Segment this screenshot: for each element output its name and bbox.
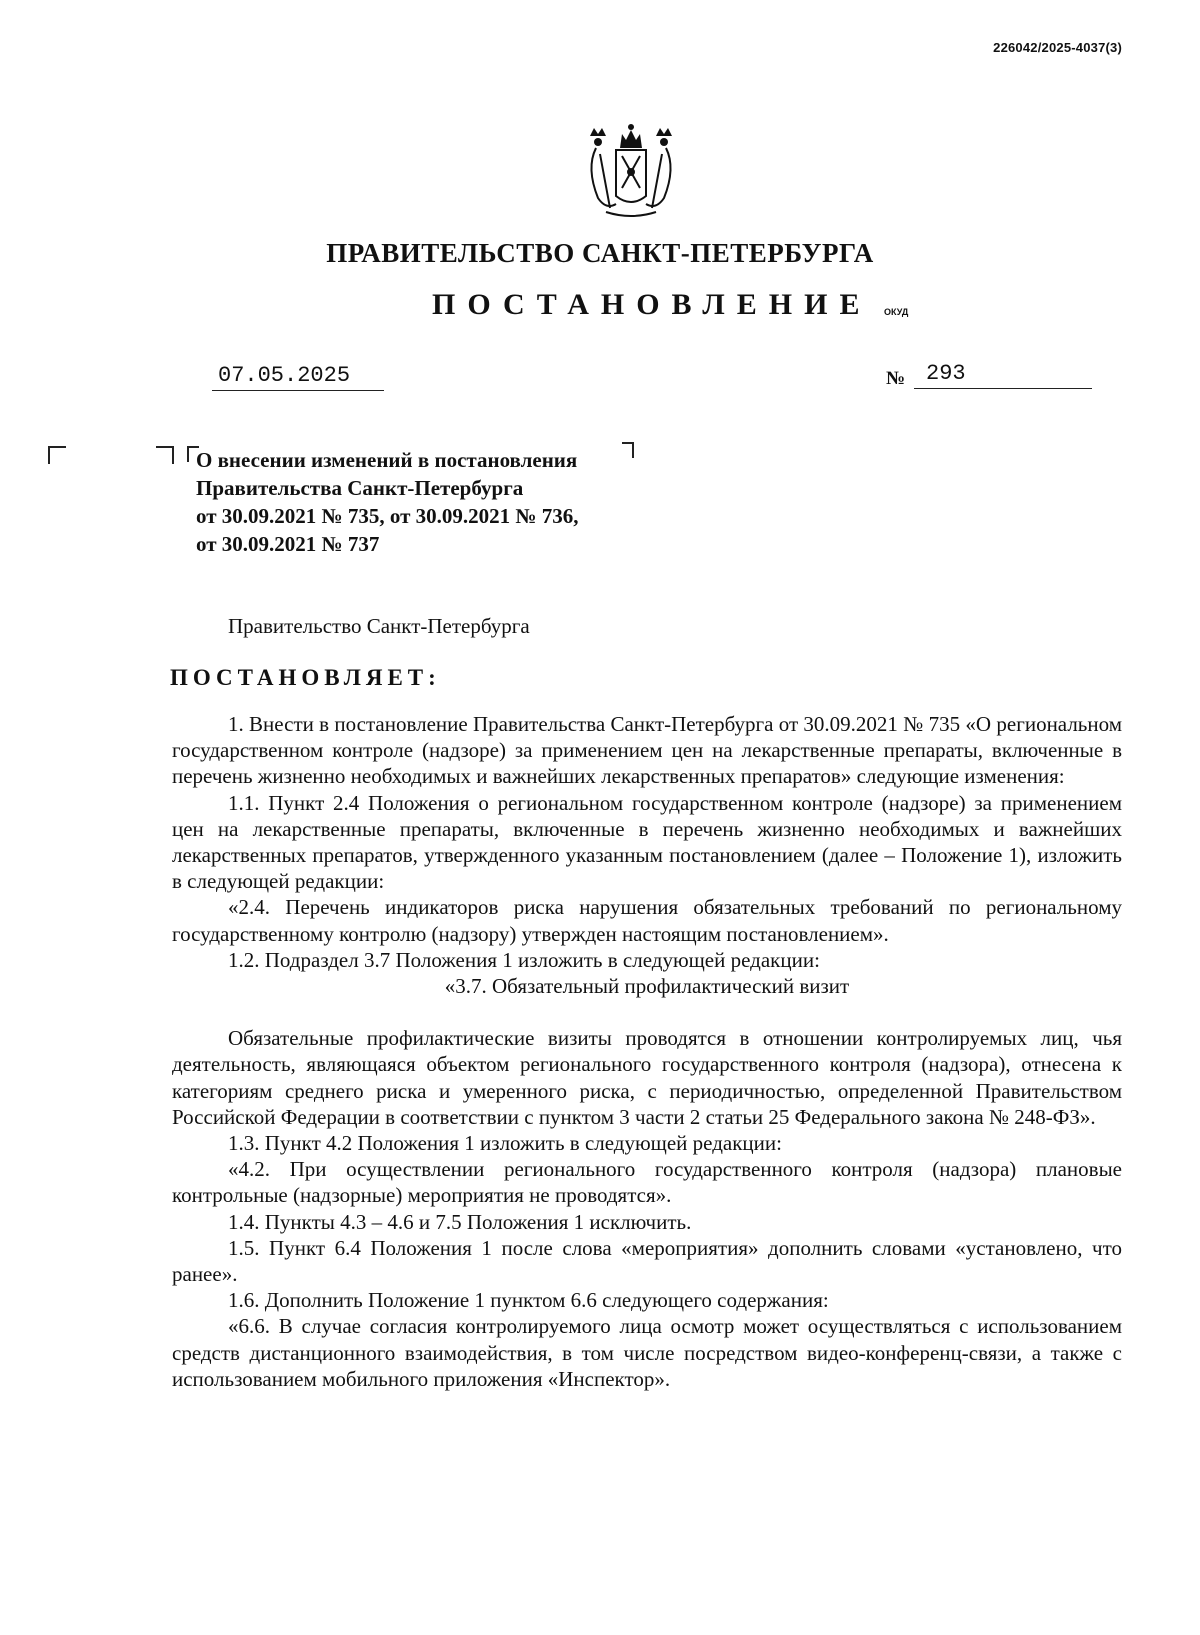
decree-number: 293 <box>914 360 1092 389</box>
paragraph: «6.6. В случае согласия контролируемого лица осмотр может осуществляться с использованием средств дистанционного взаимодействия, в том числе посредством видео-конференц-связи, а также с использованием мобильного приложения «Инспектор». <box>172 1314 1122 1391</box>
government-title: ПРАВИТЕЛЬСТВО САНКТ-ПЕТЕРБУРГА <box>326 238 874 268</box>
subject-corner-mark <box>622 442 634 458</box>
paragraph: 1.6. Дополнить Положение 1 пунктом 6.6 следующего содержания: <box>228 1288 829 1313</box>
paragraph: 1.3. Пункт 4.2 Положения 1 изложить в следующей редакции: <box>228 1131 782 1156</box>
decree-body <box>172 711 1122 1392</box>
okud-label: ОКУД <box>884 307 909 317</box>
issuer-name: Правительство Санкт-Петербурга <box>228 614 530 638</box>
decree-title: ПОСТАНОВЛЕНИЕ <box>432 288 872 321</box>
subject-line: от 30.09.2021 № 737 <box>196 532 380 556</box>
paragraph: 1.4. Пункты 4.3 – 4.6 и 7.5 Положения 1 исключить. <box>228 1209 692 1234</box>
paragraph: 1.5. Пункт 6.4 Положения 1 после слова «мероприятия» дополнить словами «установлено, что ранее». <box>172 1235 1122 1287</box>
paragraph: 1.1. Пункт 2.4 Положения о региональном государственном контроле (надзоре) за применением цен на лекарственные препараты, включенные в перечень жизненно необходимых и важнейших лекарственных препаратов, утвержденного указанным постановлением (далее – Положение 1), изложить в следующей редакции: <box>172 790 1122 894</box>
paragraph: 1.2. Подраздел 3.7 Положения 1 изложить в следующей редакции: <box>228 947 820 972</box>
margin-corner-mark <box>156 446 174 464</box>
number-sign: № <box>886 368 906 389</box>
decree-subject <box>196 446 579 558</box>
subject-line: О внесении изменений в постановления <box>196 448 578 472</box>
decree-date: 07.05.2025 <box>212 362 384 391</box>
paragraph: «2.4. Перечень индикаторов риска нарушения обязательных требований по региональному государственному контролю (надзору) утвержден настоящим постановлением». <box>172 895 1122 946</box>
subsection-heading: «3.7. Обязательный профилактический визит <box>444 974 850 999</box>
resolves-heading: ПОСТАНОВЛЯЕТ: <box>170 665 441 690</box>
paragraph: Обязательные профилактические визиты проводятся в отношении контролируемых лиц, чья деятельность, являющаяся объектом регионального государственного контроля (надзора), отнесена к категориям среднего риска и умеренного риска, с периодичностью, определенной Правительством Российской Федерации в соответствии с пунктом 3 части 2 статьи 25 Федерального закона № 248-ФЗ». <box>172 1026 1122 1129</box>
subject-line: от 30.09.2021 № 735, от 30.09.2021 № 736, <box>196 504 579 528</box>
margin-corner-mark <box>48 446 66 464</box>
paragraph: 1. Внести в постановление Правительства Санкт-Петербурга от 30.09.2021 № 735 «О региональном государственном контроле (надзоре) за применением цен на лекарственные препараты, включенные в перечень жизненно необходимых и важнейших лекарственных препаратов» следующие изменения: <box>172 712 1122 789</box>
subject-line: Правительства Санкт-Петербурга <box>196 476 524 500</box>
document-id: 226042/2025-4037(3) <box>993 40 1122 55</box>
spb-coat-of-arms-icon <box>576 118 686 220</box>
paragraph: «4.2. При осуществлении регионального государственного контроля (надзора) плановые контрольные (надзорные) мероприятия не проводятся». <box>172 1157 1122 1208</box>
